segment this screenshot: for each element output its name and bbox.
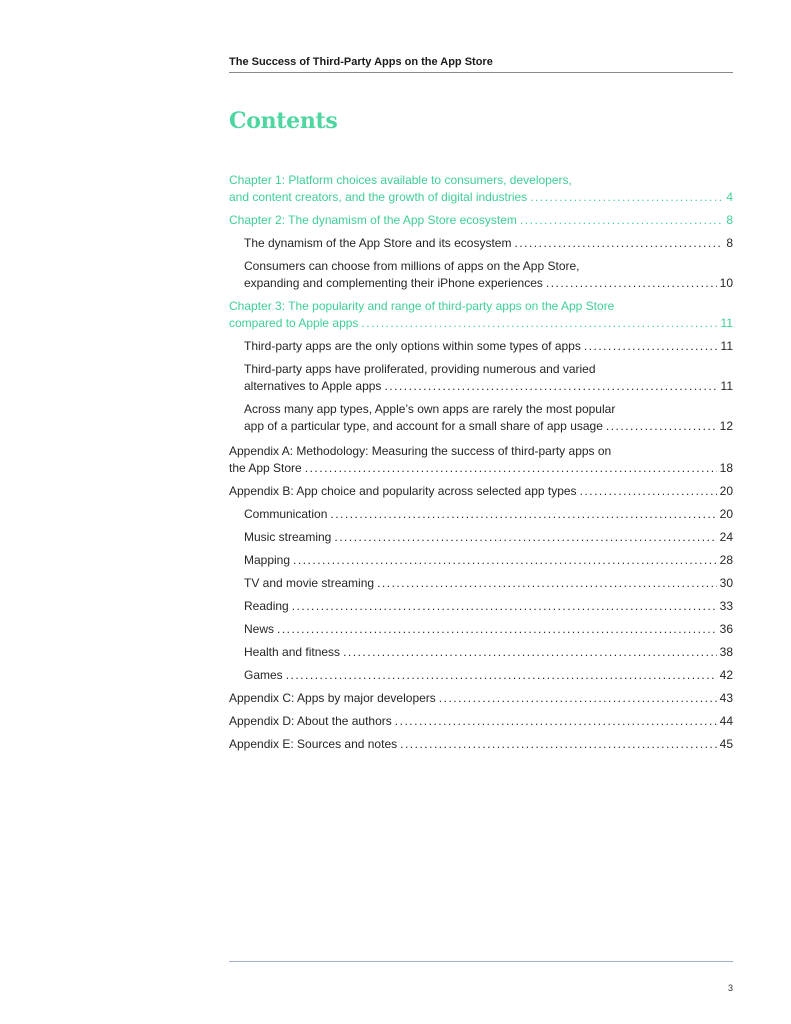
toc-appendix-c[interactable]	[229, 690, 733, 707]
toc-section-health-fitness[interactable]	[229, 644, 733, 661]
toc-appendix-d[interactable]	[229, 713, 733, 730]
running-header: The Success of Third-Party Apps on the App Store	[229, 56, 493, 68]
toc-entry-text: Appendix C: Apps by major developers	[229, 691, 436, 705]
dot-leader	[395, 713, 717, 730]
toc-entry-text: Appendix B: App choice and popularity across selected app types	[229, 484, 577, 498]
toc-page-number: 28	[719, 553, 733, 567]
toc-section-tv-movie[interactable]	[229, 575, 733, 592]
toc-entry-text: Reading	[244, 599, 289, 613]
toc-entry-text: app of a particular type, and account for a small share of app usage	[244, 419, 603, 433]
dot-leader	[292, 598, 717, 615]
dot-leader	[546, 275, 717, 292]
toc-entry-text: alternatives to Apple apps	[244, 379, 382, 393]
toc-entry-text: Chapter 3: The popularity and range of third-party apps on the App Store	[229, 299, 615, 313]
footer-divider	[229, 961, 733, 962]
toc-entry-text: expanding and complementing their iPhone experiences	[244, 276, 543, 290]
toc-section-news[interactable]	[229, 621, 733, 638]
toc-page-number: 24	[719, 530, 733, 544]
toc-appendix-e[interactable]	[229, 736, 733, 753]
toc-page-number: 44	[719, 714, 733, 728]
toc-entry-text: the App Store	[229, 461, 302, 475]
dot-leader	[384, 378, 717, 395]
page-number: 3	[727, 983, 733, 993]
toc-entry-text: Appendix A: Methodology: Measuring the success of third-party apps on	[229, 444, 612, 458]
toc-page-number: 18	[719, 461, 733, 475]
dot-leader	[520, 212, 723, 229]
toc-page-number: 36	[719, 622, 733, 636]
dot-leader	[334, 529, 716, 546]
toc-page-number: 8	[726, 213, 733, 227]
toc-section-dynamism[interactable]	[229, 235, 733, 252]
toc-page-number: 30	[719, 576, 733, 590]
toc-entry-text: Chapter 1: Platform choices available to consumers, developers,	[229, 173, 572, 187]
dot-leader	[277, 621, 717, 638]
toc-page-number: 20	[719, 484, 733, 498]
toc-chapter-3[interactable]	[229, 298, 733, 332]
toc-section-consumers-choose[interactable]	[229, 258, 733, 292]
toc-entry-text: Music streaming	[244, 530, 332, 544]
toc-entry-text: Mapping	[244, 553, 291, 567]
toc-entry-text: Chapter 2: The dynamism of the App Store ecosystem	[229, 213, 517, 227]
toc-chapter-2[interactable]	[229, 212, 733, 229]
toc-section-rarely-popular[interactable]	[229, 401, 733, 435]
toc-section-music-streaming[interactable]	[229, 529, 733, 546]
toc-page-number: 11	[720, 316, 733, 330]
toc-entry-text: and content creators, and the growth of digital industries	[229, 190, 528, 204]
dot-leader	[377, 575, 717, 592]
toc-entry-text: Games	[244, 668, 283, 682]
dot-leader	[580, 483, 717, 500]
header-divider	[229, 72, 733, 73]
toc-page-number: 38	[719, 645, 733, 659]
toc-page-number: 42	[719, 668, 733, 682]
toc-page-number: 43	[719, 691, 733, 705]
toc-entry-text: Communication	[244, 507, 328, 521]
dot-leader	[286, 667, 717, 684]
toc-section-games[interactable]	[229, 667, 733, 684]
toc-page-number: 45	[719, 737, 733, 751]
dot-leader	[530, 189, 723, 206]
dot-leader	[330, 506, 716, 523]
toc-page-number: 4	[726, 190, 733, 204]
toc-page-number: 12	[719, 419, 733, 433]
toc-appendix-a[interactable]	[229, 443, 733, 477]
toc-page-number: 11	[720, 379, 733, 393]
dot-leader	[305, 460, 717, 477]
contents-title: Contents	[229, 108, 338, 134]
toc-section-proliferated[interactable]	[229, 361, 733, 395]
toc-entry-text: Health and fitness	[244, 645, 341, 659]
toc-section-mapping[interactable]	[229, 552, 733, 569]
dot-leader	[361, 315, 717, 332]
toc-entry-text: Third-party apps have proliferated, providing numerous and varied	[244, 362, 596, 376]
toc-appendix-b[interactable]	[229, 483, 733, 500]
toc-page-number: 11	[720, 339, 733, 353]
toc-entry-text: Across many app types, Apple’s own apps are rarely the most popular	[244, 402, 616, 416]
toc-page-number: 8	[726, 236, 733, 250]
table-of-contents	[229, 172, 733, 759]
toc-section-reading[interactable]	[229, 598, 733, 615]
toc-entry-text: TV and movie streaming	[244, 576, 375, 590]
toc-page-number: 33	[719, 599, 733, 613]
dot-leader	[343, 644, 717, 661]
toc-entry-text: The dynamism of the App Store and its ecosystem	[244, 236, 512, 250]
toc-entry-text: Appendix E: Sources and notes	[229, 737, 398, 751]
toc-section-only-options[interactable]	[229, 338, 733, 355]
toc-page-number: 10	[719, 276, 733, 290]
toc-page-number: 20	[719, 507, 733, 521]
dot-leader	[606, 418, 717, 435]
dot-leader	[514, 235, 723, 252]
toc-entry-text: Third-party apps are the only options within some types of apps	[244, 339, 581, 353]
dot-leader	[293, 552, 717, 569]
toc-entry-text: Appendix D: About the authors	[229, 714, 392, 728]
toc-entry-text: News	[244, 622, 275, 636]
toc-entry-text: compared to Apple apps	[229, 316, 359, 330]
toc-chapter-1[interactable]	[229, 172, 733, 206]
dot-leader	[584, 338, 718, 355]
dot-leader	[400, 736, 717, 753]
toc-section-communication[interactable]	[229, 506, 733, 523]
dot-leader	[439, 690, 717, 707]
toc-entry-text: Consumers can choose from millions of apps on the App Store,	[244, 259, 580, 273]
